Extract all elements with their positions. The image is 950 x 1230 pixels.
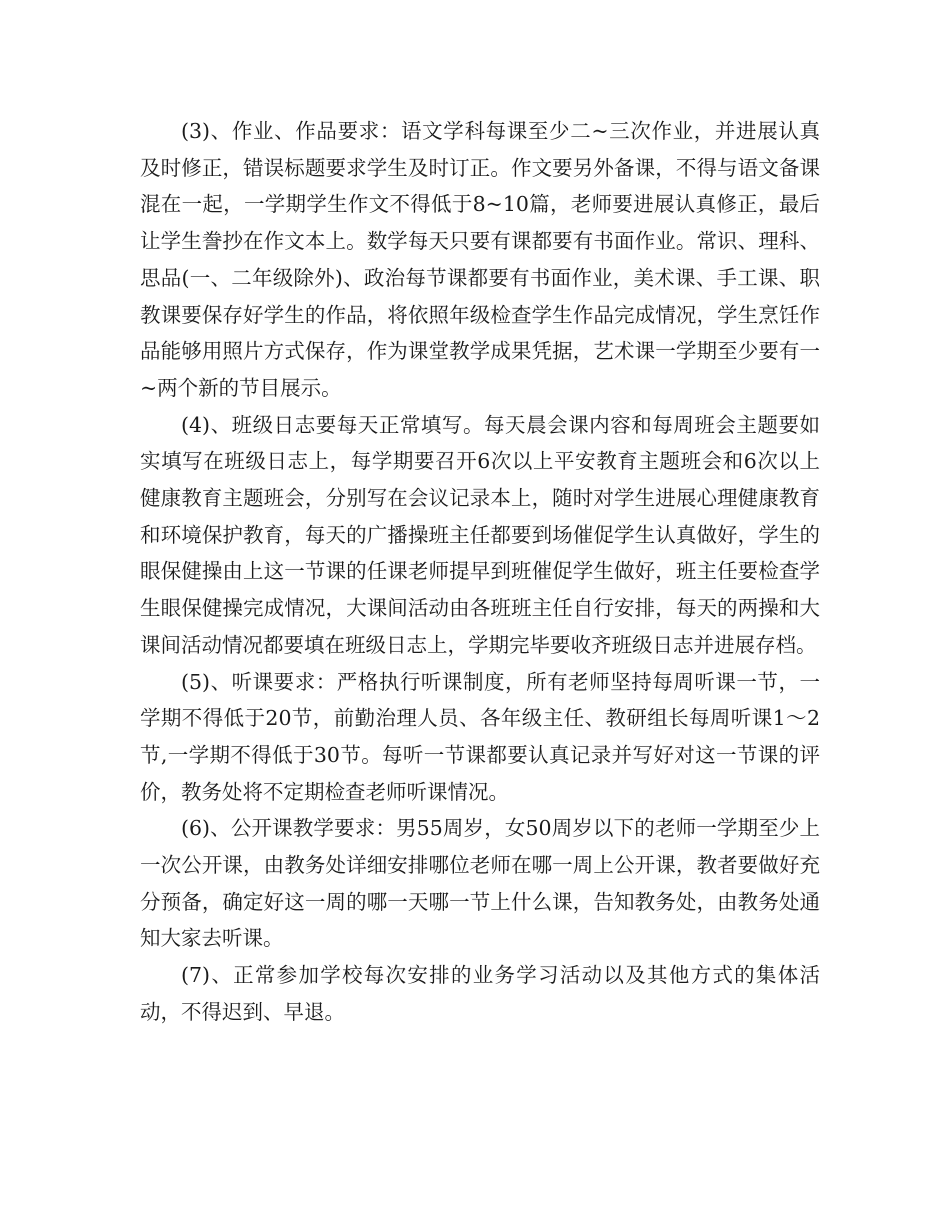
paragraph-class-log: (4)、班级日志要每天正常填写。每天晨会课内容和每周班会主题要如实填写在班级日志上，每学期要召开6次以上平安教育主题班会和6次以上健康教育主题班会，分别写在会议记录本上，随时对学生进展心理健康教育和环境保护教育，每天的广播操班主任都要到场催促学生认真做好，学生的眼保健操由上这一节课的任课老师提早到班催促学生做好，班主任要检查学生眼保健操完成情况，大课间活动由各班班主任自行安排，每天的两操和大课间活动情况都要填在班级日志上，学期完毕要收齐班级日志并进展存档。 — [140, 412, 820, 657]
document-body — [140, 113, 820, 1031]
paragraph-homework-requirements: (3)、作业、作品要求：语文学科每课至少二~三次作业，并进展认真及时修正，错误标题要求学生及时订正。作文要另外备课，不得与语文备课混在一起，一学期学生作文不得低于8~10篇，老师要进展认真修正，最后让学生誊抄在作文本上。数学每天只要有课都要有书面作业。常识、理科、思品(一、二年级除外)、政治每节课都要有书面作业，美术课、手工课、职教课要保存好学生的作品，将依照年级检查学生作品完成情况，学生烹饪作品能够用照片方式保存，作为课堂教学成果凭据，艺术课一学期至少要有一~两个新的节目展示。 — [140, 119, 820, 400]
paragraph-open-class: (6)、公开课教学要求：男55周岁，女50周岁以下的老师一学期至少上一次公开课，由教务处详细安排哪位老师在哪一周上公开课，教者要做好充分预备，确定好这一周的哪一天哪一节上什么课，告知教务处，由教务处通知大家去听课。 — [140, 816, 820, 951]
paragraph-activities: (7)、正常参加学校每次安排的业务学习活动以及其他方式的集体活动，不得迟到、早退。 — [140, 963, 820, 1024]
paragraph-lesson-observation: (5)、听课要求：严格执行听课制度，所有老师坚持每周听课一节，一学期不得低于20节，前勤治理人员、各年级主任、教研组长每周听课1～2节,一学期不得低于30节。每听一节课都要认真记录并写好对这一节课的评价，教务处将不定期检查老师听课情况。 — [140, 669, 820, 804]
